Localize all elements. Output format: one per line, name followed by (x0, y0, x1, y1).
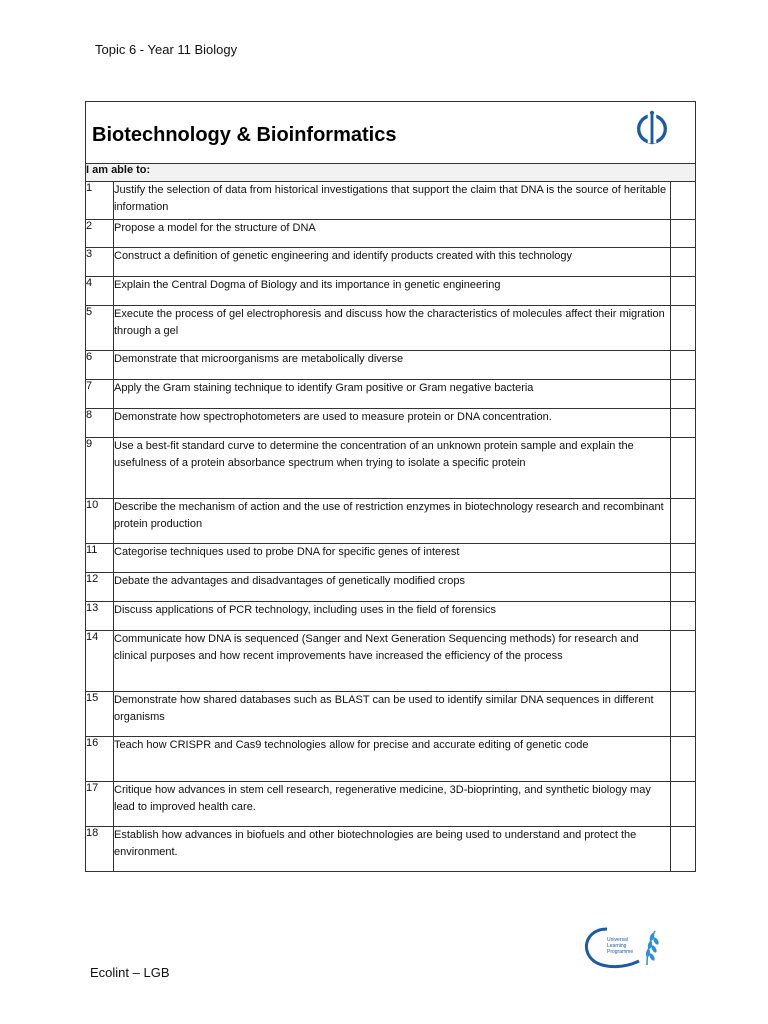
row-statement: Categorise techniques used to probe DNA for specific genes of interest (114, 544, 671, 573)
learning-outcomes-table (85, 101, 696, 872)
header-topic: Topic 6 - Year 11 Biology (95, 42, 238, 57)
table-row (86, 782, 696, 827)
row-number: 9 (86, 438, 114, 499)
row-statement: Critique how advances in stem cell research, regenerative medicine, 3D-bioprinting, and synthetic biology may lead to improved health care. (114, 782, 671, 827)
checkbox-cell[interactable] (670, 602, 695, 631)
row-statement: Teach how CRISPR and Cas9 technologies allow for precise and accurate editing of genetic code (114, 737, 671, 782)
table-row (86, 409, 696, 438)
row-number: 10 (86, 499, 114, 544)
checkbox-cell[interactable] (670, 182, 695, 220)
checkbox-cell[interactable] (670, 573, 695, 602)
table-row (86, 220, 696, 248)
able-to-label: I am able to: (86, 164, 696, 182)
row-number: 1 (86, 182, 114, 220)
row-statement: Demonstrate how spectrophotometers are used to measure protein or DNA concentration. (114, 409, 671, 438)
title-row (86, 102, 696, 164)
checkbox-cell[interactable] (670, 277, 695, 306)
row-statement: Communicate how DNA is sequenced (Sanger and Next Generation Sequencing methods) for research and clinical purposes and how recent improvements have increased the efficiency of the process (114, 631, 671, 692)
row-number: 12 (86, 573, 114, 602)
ulp-logo-text-line: Universal (607, 937, 628, 943)
row-statement: Justify the selection of data from historical investigations that support the claim that DNA is the source of heritable information (114, 182, 671, 220)
table-row (86, 692, 696, 737)
row-number: 5 (86, 306, 114, 351)
checkbox-cell[interactable] (670, 631, 695, 692)
checkbox-cell[interactable] (670, 220, 695, 248)
table-row (86, 438, 696, 499)
eis-logo-icon (633, 109, 671, 147)
table-row (86, 573, 696, 602)
page-title: Biotechnology & Bioinformatics (92, 124, 397, 146)
row-statement: Use a best-fit standard curve to determine the concentration of an unknown protein sample and explain the usefulness of a protein absorbance spectrum when trying to isolate a specific protein (114, 438, 671, 499)
row-number: 7 (86, 380, 114, 409)
checkbox-cell[interactable] (670, 248, 695, 277)
row-statement: Construct a definition of genetic engineering and identify products created with this technology (114, 248, 671, 277)
ulp-logo-icon (577, 923, 667, 971)
checkbox-cell[interactable] (670, 544, 695, 573)
row-number: 6 (86, 351, 114, 380)
row-statement: Demonstrate that microorganisms are metabolically diverse (114, 351, 671, 380)
row-statement: Propose a model for the structure of DNA (114, 220, 671, 248)
row-number: 3 (86, 248, 114, 277)
footer-school: Ecolint – LGB (90, 965, 170, 980)
row-statement: Demonstrate how shared databases such as BLAST can be used to identify similar DNA sequences in different organisms (114, 692, 671, 737)
able-row (86, 164, 696, 182)
table-row (86, 602, 696, 631)
checkbox-cell[interactable] (670, 380, 695, 409)
row-number: 18 (86, 827, 114, 872)
row-number: 14 (86, 631, 114, 692)
row-statement: Explain the Central Dogma of Biology and its importance in genetic engineering (114, 277, 671, 306)
row-statement: Establish how advances in biofuels and other biotechnologies are being used to understand and protect the environment. (114, 827, 671, 872)
row-statement: Execute the process of gel electrophoresis and discuss how the characteristics of molecules affect their migration through a gel (114, 306, 671, 351)
table-row (86, 544, 696, 573)
table-row (86, 631, 696, 692)
table-row (86, 351, 696, 380)
checkbox-cell[interactable] (670, 827, 695, 872)
row-number: 11 (86, 544, 114, 573)
table-row (86, 277, 696, 306)
table-row (86, 306, 696, 351)
row-number: 15 (86, 692, 114, 737)
table-row (86, 248, 696, 277)
ulp-logo-text-line: Programme (607, 949, 634, 955)
checkbox-cell[interactable] (670, 438, 695, 499)
checkbox-cell[interactable] (670, 306, 695, 351)
row-number: 17 (86, 782, 114, 827)
ulp-logo-text (607, 937, 633, 955)
row-statement: Debate the advantages and disadvantages of genetically modified crops (114, 573, 671, 602)
row-statement: Apply the Gram staining technique to identify Gram positive or Gram negative bacteria (114, 380, 671, 409)
checkbox-cell[interactable] (670, 692, 695, 737)
checkbox-cell[interactable] (670, 409, 695, 438)
row-number: 4 (86, 277, 114, 306)
table-row (86, 380, 696, 409)
checkbox-cell[interactable] (670, 499, 695, 544)
table-row (86, 499, 696, 544)
table-row (86, 827, 696, 872)
checkbox-cell[interactable] (670, 782, 695, 827)
checkbox-cell[interactable] (670, 351, 695, 380)
row-number: 16 (86, 737, 114, 782)
ulp-logo-text-line: Learning (607, 943, 627, 949)
table-row (86, 737, 696, 782)
row-number: 8 (86, 409, 114, 438)
row-number: 2 (86, 220, 114, 248)
table-row (86, 182, 696, 220)
checkbox-cell[interactable] (670, 737, 695, 782)
title-cell (86, 102, 696, 164)
row-number: 13 (86, 602, 114, 631)
row-statement: Describe the mechanism of action and the use of restriction enzymes in biotechnology research and recombinant protein production (114, 499, 671, 544)
row-statement: Discuss applications of PCR technology, including uses in the field of forensics (114, 602, 671, 631)
